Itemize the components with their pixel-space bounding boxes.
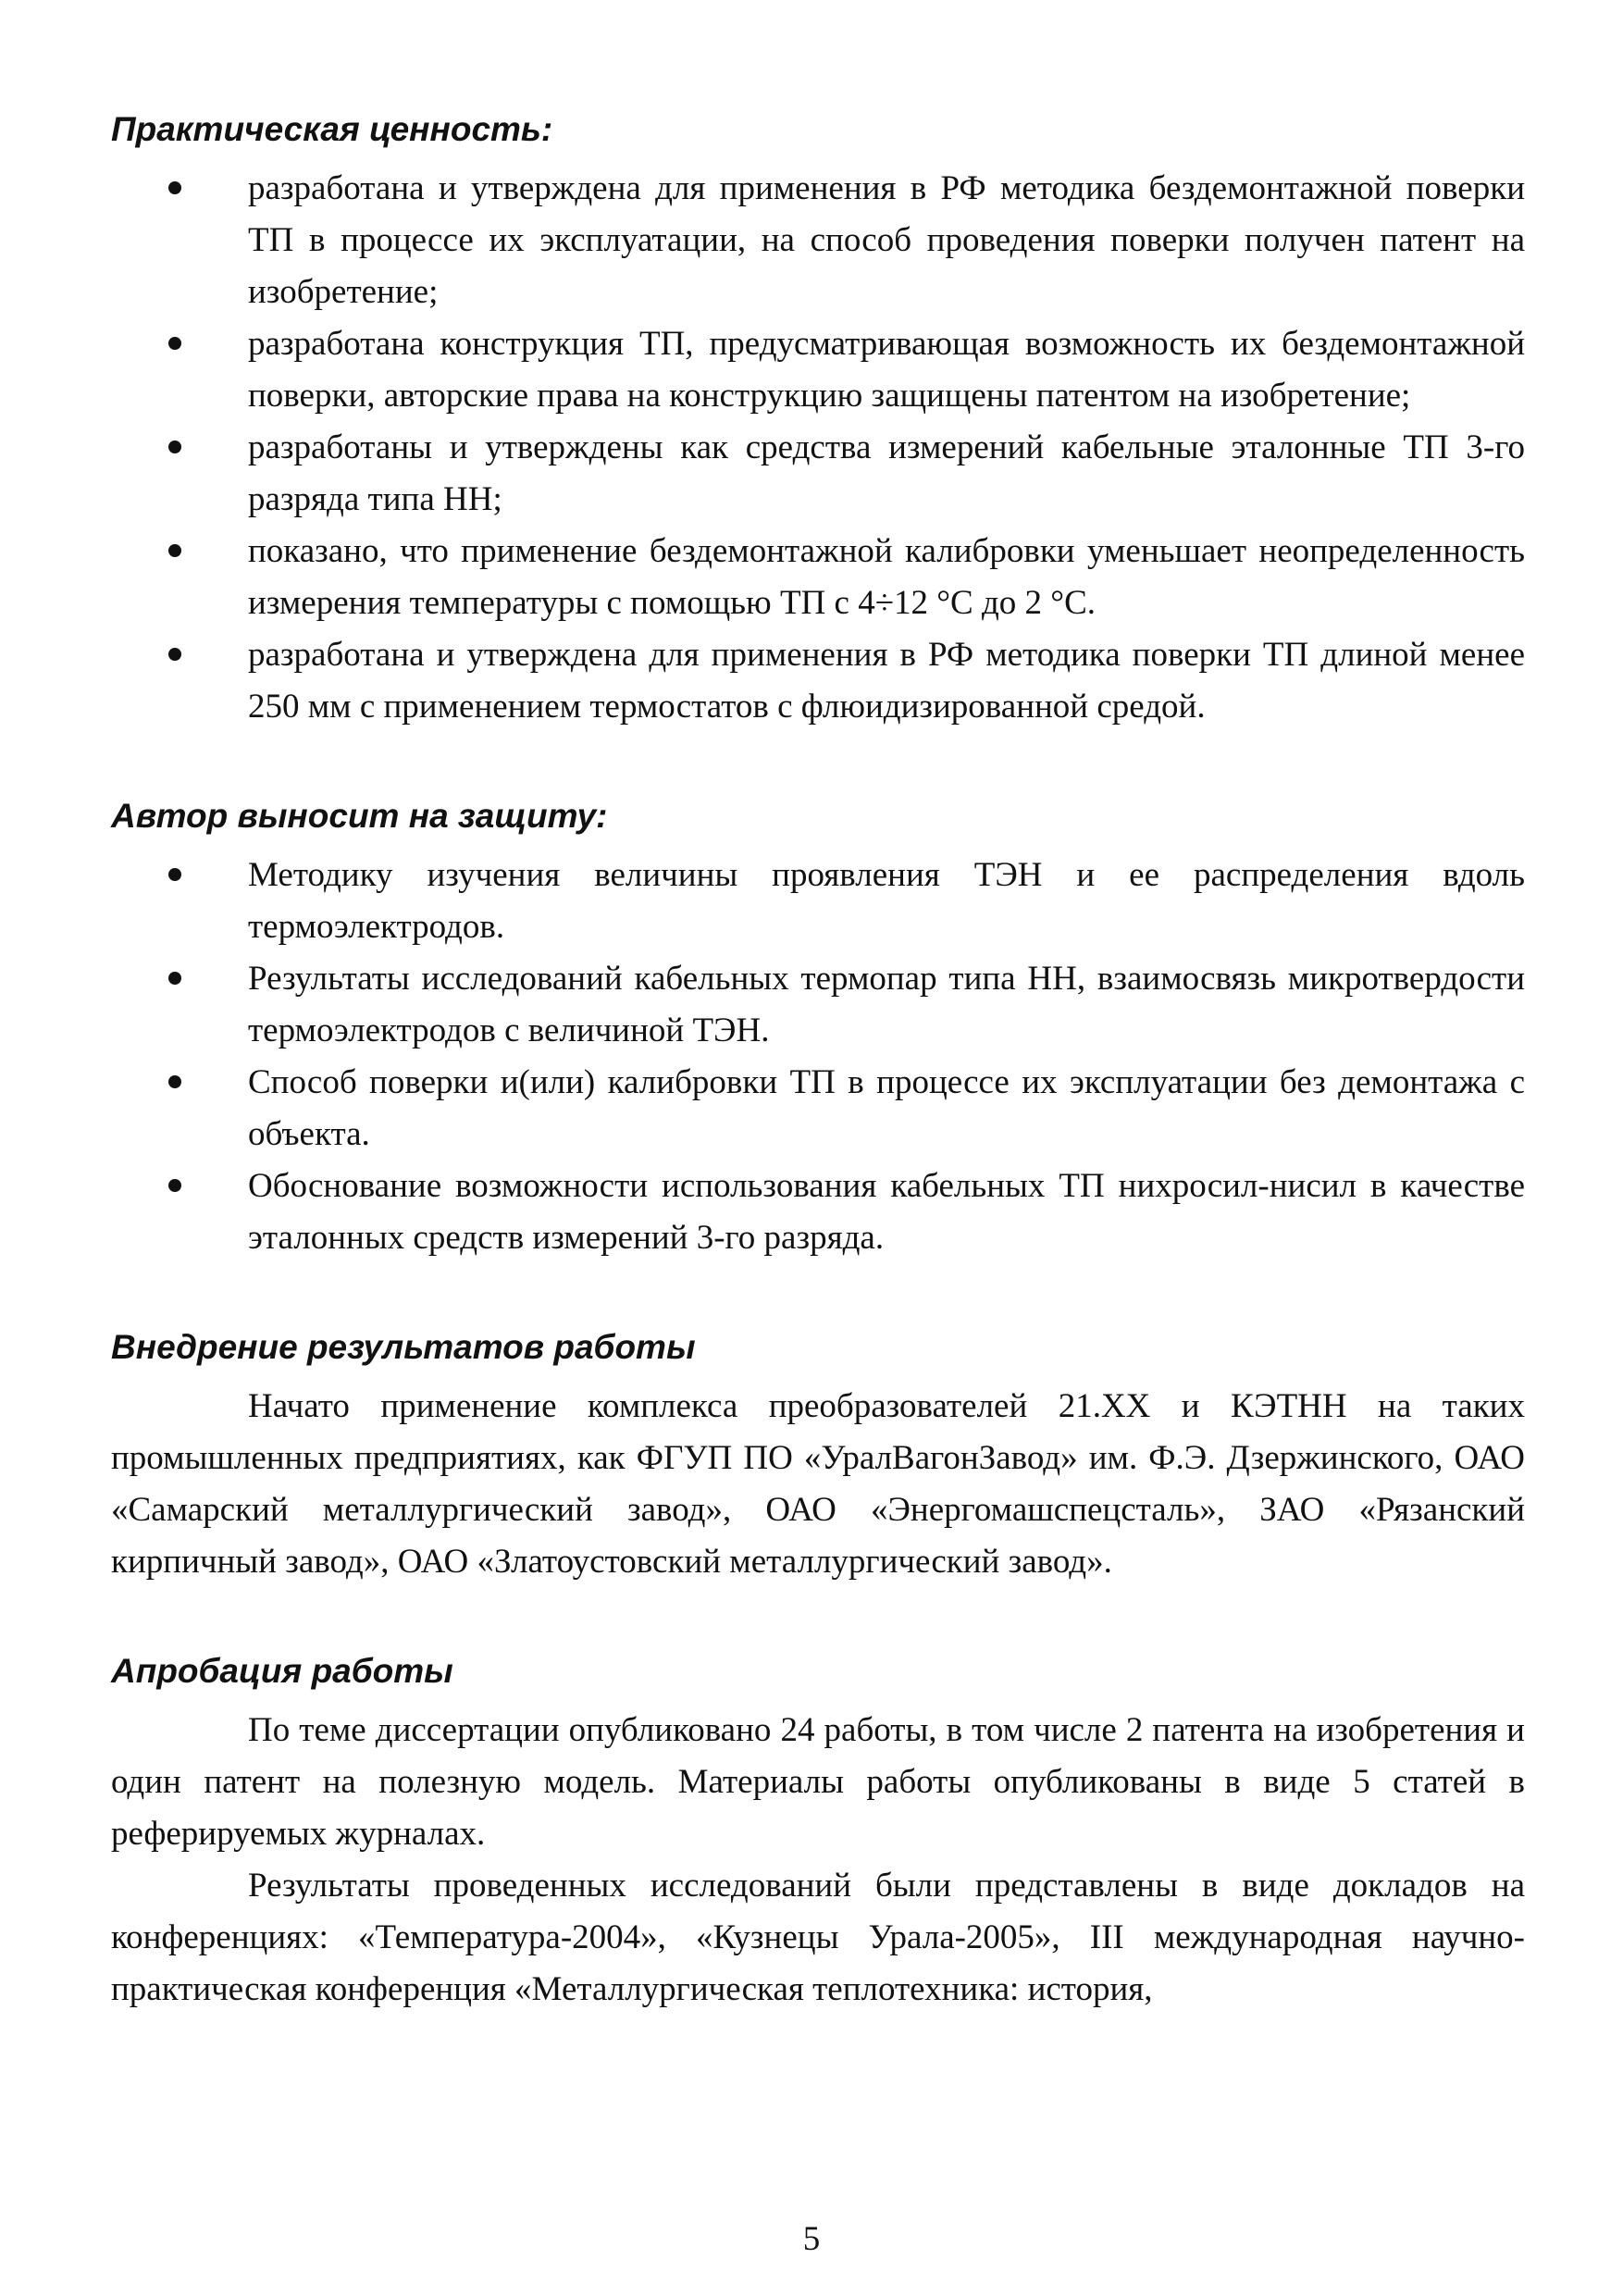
list-item-text: разработана конструкция ТП, предусматривающая возможность их бездемонтажной поверки, авторские права на конструкцию защищены патентом на изобретение;: [248, 325, 1525, 415]
bullet-icon: [168, 972, 181, 985]
implementation-heading: Внедрение результатов работы: [111, 1328, 696, 1366]
list-item-text: разработана и утверждена для применения в РФ методика бездемонтажной поверки ТП в процессе их эксплуатации, на способ проведения поверки получен патент на изобретение;: [248, 169, 1525, 311]
approbation-heading: Апробация работы: [111, 1652, 453, 1690]
bullet-icon: [168, 1075, 181, 1088]
bullet-icon: [168, 337, 181, 350]
list-item-text: Обоснование возможности использования кабельных ТП нихросил-нисил в качестве эталонных средств измерений 3-го разряда.: [248, 1167, 1525, 1257]
bullet-icon: [168, 441, 181, 453]
list-item-text: Результаты исследований кабельных термопар типа НН, взаимосвязь микротвердости термоэлектродов с величиной ТЭН.: [248, 960, 1525, 1049]
approbation-paragraph-2: Результаты проведенных исследований были представлены в виде докладов на конференциях: «Температура-2004», «Кузнецы Урала-2005», III международная научно-практическая конференция «Металлургическая теплотехника: история,: [111, 1867, 1525, 2008]
list-item: [111, 1057, 1525, 1160]
bullet-icon: [168, 868, 181, 881]
list-item-text: разработана и утверждена для применения в РФ методика поверки ТП длиной менее 250 мм с применением термостатов с флюидизированной средой.: [248, 636, 1525, 726]
list-item-text: Методику изучения величины проявления ТЭН и ее распределения вдоль термоэлектродов.: [248, 856, 1525, 946]
list-item: [111, 422, 1525, 526]
document-page: [111, 104, 1525, 2016]
defense-list: [111, 850, 1525, 1264]
bullet-icon: [168, 648, 181, 661]
list-item-text: разработаны и утверждены как средства измерений кабельные эталонные ТП 3-го разряда типа НН;: [248, 428, 1525, 518]
list-item: [111, 163, 1525, 318]
implementation-paragraph: Начато применение комплекса преобразователей 21.ХХ и КЭТНН на таких промышленных предприятиях, как ФГУП ПО «УралВагонЗавод» им. Ф.Э. Дзержинского, ОАО «Самарский металлургический завод», ОАО «Энергомашспецсталь», ЗАО «Рязанский кирпичный завод», ОАО «Златоустовский металлургический завод».: [111, 1387, 1525, 1581]
bullet-icon: [168, 544, 181, 557]
list-item: [111, 953, 1525, 1057]
list-item-text: Способ поверки и(или) калибровки ТП в процессе их эксплуатации без демонтажа с объекта.: [248, 1063, 1525, 1153]
list-item-text: показано, что применение бездемонтажной калибровки уменьшает неопределенность измерения температуры с помощью ТП с 4÷12 °С до 2 °С.: [248, 532, 1525, 622]
practical-value-heading: Практическая ценность:: [111, 110, 553, 148]
list-item: [111, 629, 1525, 733]
bullet-icon: [168, 1179, 181, 1192]
practical-value-list: [111, 163, 1525, 733]
list-item: [111, 1160, 1525, 1264]
bullet-icon: [168, 181, 181, 194]
page-number: 5: [802, 2220, 821, 2258]
list-item: [111, 850, 1525, 953]
defense-heading: Автор выносит на защиту:: [111, 797, 608, 835]
list-item: [111, 318, 1525, 422]
approbation-paragraph-1: По теме диссертации опубликовано 24 работы, в том числе 2 патента на изобретения и один патент на полезную модель. Материалы работы опубликованы в виде 5 статей в реферируемых журналах.: [111, 1711, 1525, 1853]
list-item: [111, 526, 1525, 629]
